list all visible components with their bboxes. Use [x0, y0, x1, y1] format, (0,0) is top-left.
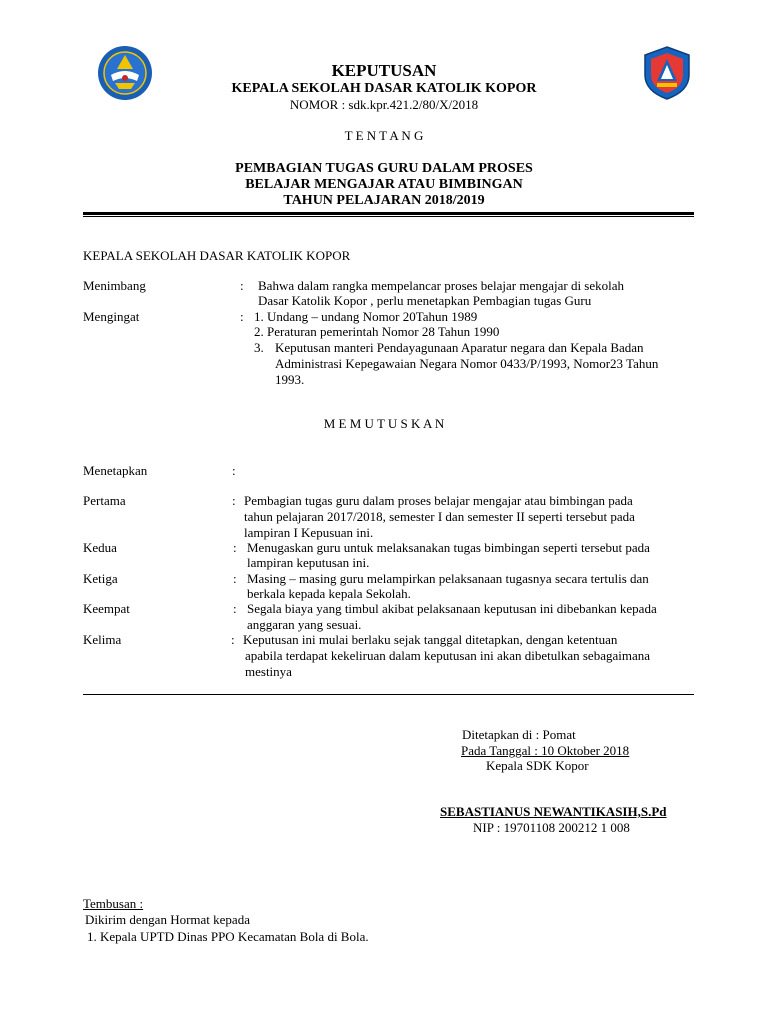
- pertama-label: Pertama: [83, 493, 126, 508]
- mengingat-item-2: 2. Peraturan pemerintah Nomor 28 Tahun 1990: [254, 324, 500, 339]
- kelima-text-1: Keputusan ini mulai berlaku sejak tanggal ditetapkan, dengan ketentuan: [243, 632, 618, 647]
- header-divider-thick: [83, 212, 694, 215]
- menimbang-text-2: Dasar Katolik Kopor , perlu menetapkan Pembagian tugas Guru: [258, 293, 592, 308]
- document-title: KEPUTUSAN: [331, 61, 437, 80]
- mengingat-item-3-number: 3.: [254, 340, 264, 355]
- keempat-colon: :: [233, 601, 237, 616]
- menetapkan-colon: :: [232, 463, 236, 478]
- keempat-text-2: anggaran yang sesuai.: [247, 617, 362, 632]
- mengingat-item-3-line-3: 1993.: [275, 372, 305, 387]
- document-subtitle: KEPALA SEKOLAH DASAR KATOLIK KOPOR: [231, 81, 537, 96]
- memutuskan-heading: M E M U T U S K A N: [323, 416, 445, 431]
- tembusan-title: Tembusan :: [83, 896, 144, 911]
- mengingat-item-1: 1. Undang – undang Nomor 20Tahun 1989: [254, 309, 478, 324]
- menetapkan-label: Menetapkan: [83, 463, 148, 478]
- ketiga-label: Ketiga: [83, 571, 118, 586]
- topic-line-2: BELAJAR MENGAJAR ATAU BIMBINGAN: [245, 177, 523, 192]
- keempat-text-1: Segala biaya yang timbul akibat pelaksanaan keputusan ini dibebankan kepada: [247, 601, 657, 616]
- menimbang-label: Menimbang: [83, 278, 146, 293]
- signature-date: Pada Tanggal : 10 Oktober 2018: [461, 743, 630, 758]
- topic-line-1: PEMBAGIAN TUGAS GURU DALAM PROSES: [235, 161, 533, 176]
- pertama-colon: :: [232, 493, 236, 508]
- mengingat-label: Mengingat: [83, 309, 140, 324]
- pertama-text-2: tahun pelajaran 2017/2018, semester I dan semester II seperti tersebut pada: [244, 509, 635, 524]
- keempat-label: Keempat: [83, 601, 130, 616]
- document-number: NOMOR : sdk.kpr.421.2/80/X/2018: [289, 97, 479, 112]
- pertama-text-1: Pembagian tugas guru dalam proses belajar mengajar atau bimbingan pada: [244, 493, 633, 508]
- kedua-colon: :: [233, 540, 237, 555]
- mengingat-item-3-line-1: Keputusan manteri Pendayagunaan Aparatur negara dan Kepala Badan: [275, 340, 644, 355]
- kelima-label: Kelima: [83, 632, 122, 647]
- topic-line-3: TAHUN PELAJARAN 2018/2019: [283, 193, 485, 208]
- mengingat-item-3-line-2: Administrasi Kepegawaian Negara Nomor 0433/P/1993, Nomor23 Tahun: [275, 356, 659, 371]
- signature-place: Ditetapkan di : Pomat: [462, 727, 576, 742]
- ketiga-colon: :: [233, 571, 237, 586]
- ketiga-text-1: Masing – masing guru melampirkan pelaksanaan tugasnya secara tertulis dan: [247, 571, 649, 586]
- menimbang-text-1: Bahwa dalam rangka mempelancar proses belajar mengajar di sekolah: [258, 278, 625, 293]
- pertama-text-3: lampiran I Kepusuan ini.: [244, 525, 374, 540]
- kedua-label: Kedua: [83, 540, 117, 555]
- menimbang-colon: :: [240, 278, 244, 293]
- kelima-text-3: mestinya: [245, 664, 292, 679]
- header-divider-thin: [83, 216, 694, 217]
- signatory-nip: NIP : 19701108 200212 1 008: [473, 820, 630, 835]
- tembusan-item-1: 1. Kepala UPTD Dinas PPO Kecamatan Bola di Bola.: [87, 929, 369, 944]
- kelima-colon: :: [231, 632, 235, 647]
- signatory-name: SEBASTIANUS NEWANTIKASIH,S.Pd: [440, 804, 667, 819]
- mengingat-colon: :: [240, 309, 244, 324]
- kelima-text-2: apabila terdapat kekeliruan dalam keputusan ini akan dibetulkan sebagaimana: [245, 648, 651, 663]
- kedua-text-1: Menugaskan guru untuk melaksanakan tugas bimbingan seperti tersebut pada: [247, 540, 650, 555]
- signature-position: Kepala SDK Kopor: [486, 758, 589, 773]
- about-heading: T E N T A N G: [344, 128, 424, 143]
- body-divider: [83, 694, 694, 695]
- ketiga-text-2: berkala kepada kepala Sekolah.: [247, 586, 411, 601]
- opening-line: KEPALA SEKOLAH DASAR KATOLIK KOPOR: [83, 248, 351, 263]
- kedua-text-2: lampiran keputusan ini.: [247, 555, 370, 570]
- tembusan-intro: Dikirim dengan Hormat kepada: [85, 912, 250, 927]
